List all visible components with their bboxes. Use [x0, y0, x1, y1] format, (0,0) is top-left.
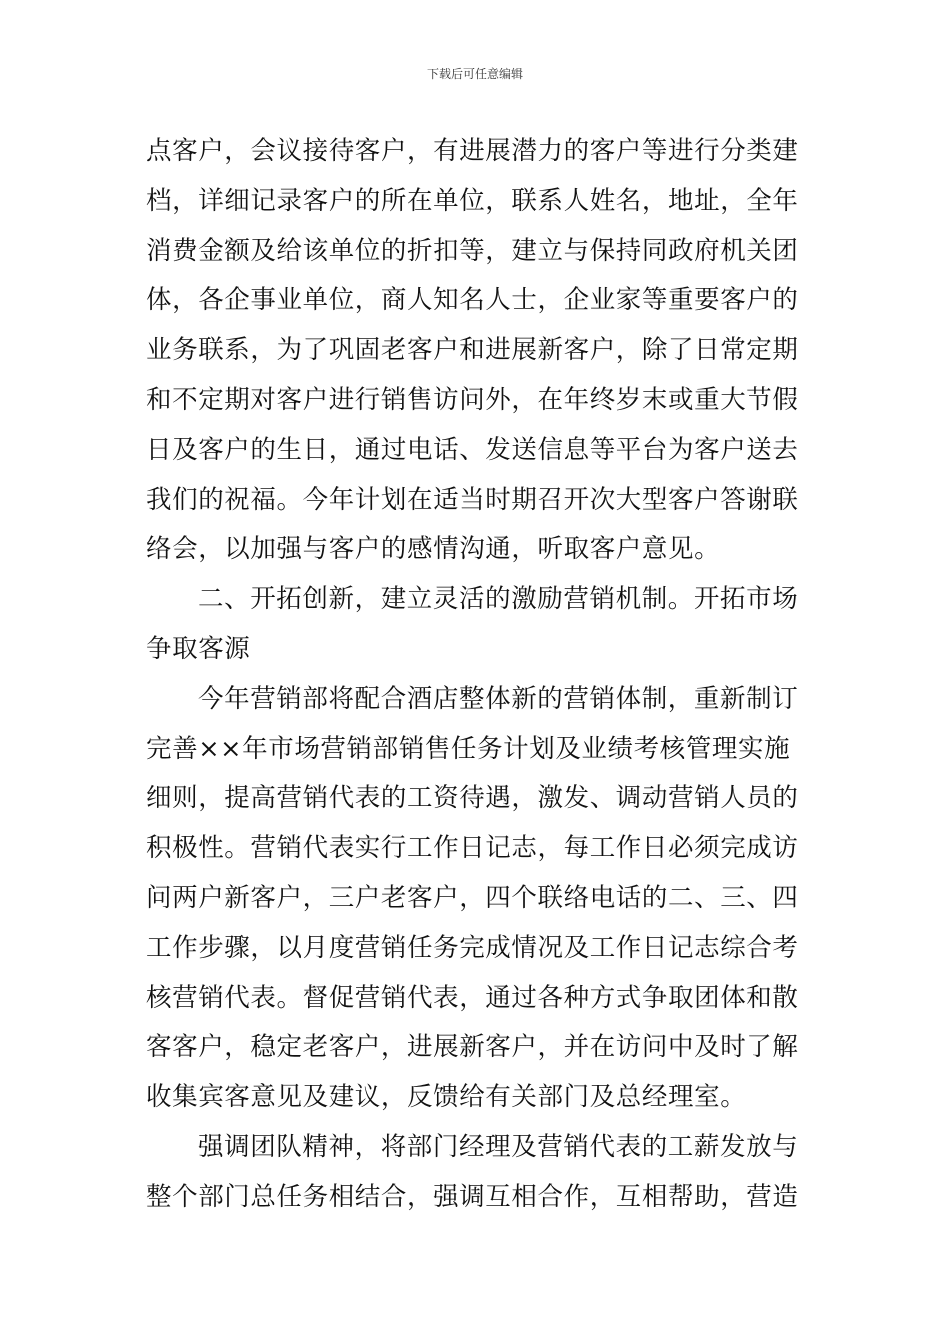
text-line: 消费金额及给该单位的折扣等，建立与保持同政府机关团: [146, 235, 799, 266]
text-line: 和不定期对客户进行销售访问外，在年终岁末或重大节假: [146, 384, 799, 415]
text-line: 点客户，会议接待客户，有进展潜力的客户等进行分类建: [146, 136, 799, 166]
text-line: 细则，提高营销代表的工资待遇，激发、调动营销人员的: [146, 783, 799, 814]
text-line: 工作步骤，以月度营销任务完成情况及工作日记志综合考: [146, 932, 799, 963]
document-body: [146, 127, 810, 1223]
text-line: 收集宾客意见及建议，反馈给有关部门及总经理室。: [146, 1082, 747, 1113]
text-line: 完善××年市场营销部销售任务计划及业绩考核管理实施: [146, 733, 791, 764]
text-line: 积极性。营销代表实行工作日记志，每工作日必须完成访: [146, 833, 799, 864]
section-heading-line: 争取客源: [146, 633, 251, 664]
text-line: 强调团队精神，将部门经理及营销代表的工薪发放与: [198, 1131, 799, 1162]
page-header: 下载后可任意编辑: [426, 67, 523, 81]
text-line: 今年营销部将配合酒店整体新的营销体制，重新制订: [198, 683, 799, 714]
text-line: 体，各企事业单位，商人知名人士，企业家等重要客户的: [146, 285, 799, 316]
text-line: 客客户，稳定老客户，进展新客户，并在访问中及时了解: [146, 1032, 799, 1063]
text-line: 核营销代表。督促营销代表，通过各种方式争取团体和散: [146, 982, 799, 1013]
text-line: 问两户新客户，三户老客户，四个联络电话的二、三、四: [146, 882, 799, 913]
text-line: 业务联系，为了巩固老客户和进展新客户，除了日常定期: [146, 335, 799, 366]
text-line: 日及客户的生日，通过电话、发送信息等平台为客户送去: [146, 434, 799, 465]
text-line: 整个部门总任务相结合，强调互相合作，互相帮助，营造: [146, 1181, 799, 1212]
text-line: 络会，以加强与客户的感情沟通，听取客户意见。: [146, 534, 721, 565]
section-heading-line: 二、开拓创新，建立灵活的激励营销机制。开拓市场: [198, 584, 799, 615]
text-line: 档，详细记录客户的所在单位，联系人姓名，地址，全年: [146, 185, 799, 216]
text-line: 我们的祝福。今年计划在适当时期召开次大型客户答谢联: [146, 484, 799, 515]
